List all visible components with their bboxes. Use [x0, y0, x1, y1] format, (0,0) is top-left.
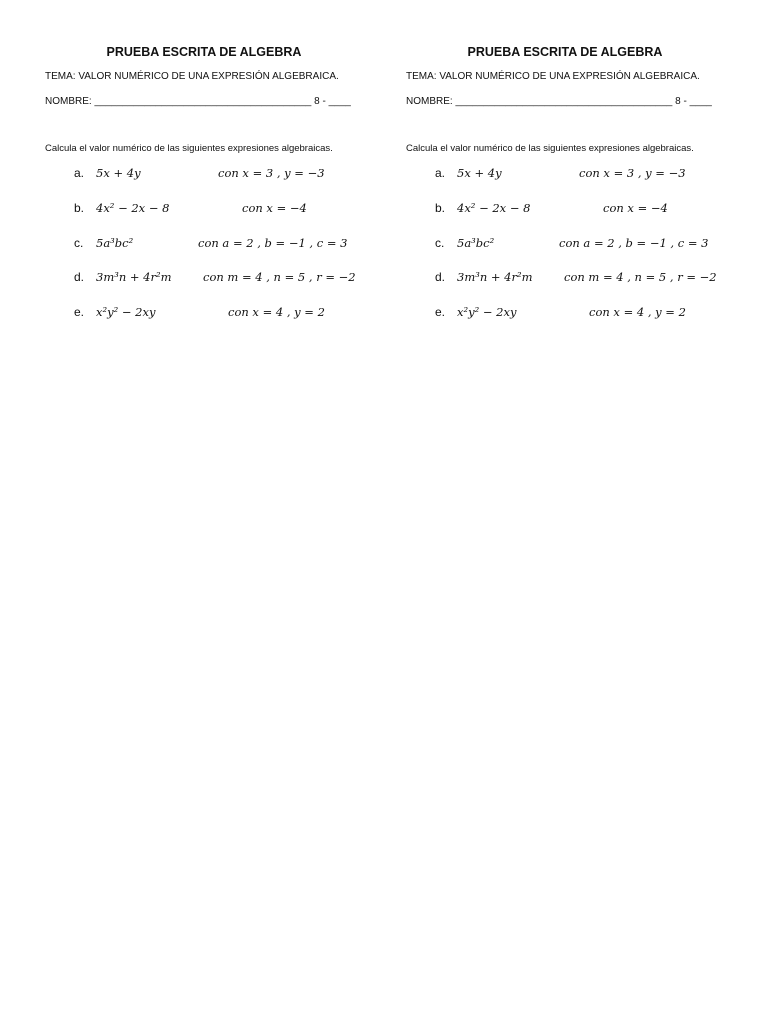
- exercise-item: [406, 236, 741, 254]
- item-expression: 5x + 4y: [96, 166, 141, 180]
- exercise-item: [45, 270, 380, 288]
- item-expression: 4x² − 2x − 8: [96, 201, 170, 215]
- name-line: NOMBRE: _______________________________________ 8 - ____: [406, 96, 712, 107]
- topic-line: TEMA: VALOR NUMÉRICO DE UNA EXPRESIÓN ALGEBRAICA.: [45, 71, 339, 82]
- item-label: d.: [435, 270, 446, 284]
- item-condition: con m = 4 , n = 5 , r = −2: [203, 270, 356, 284]
- item-condition: con x = 4 , y = 2: [589, 305, 686, 319]
- item-expression: 5x + 4y: [457, 166, 502, 180]
- item-label: a.: [435, 166, 446, 180]
- exercise-item: [45, 166, 380, 184]
- item-expression: 5a³bc²: [457, 236, 495, 250]
- item-label: b.: [435, 201, 446, 215]
- item-condition: con x = 4 , y = 2: [228, 305, 325, 319]
- name-line: NOMBRE: _______________________________________ 8 - ____: [45, 96, 351, 107]
- item-condition: con x = 3 , y = −3: [218, 166, 325, 180]
- item-expression: 4x² − 2x − 8: [457, 201, 531, 215]
- item-label: d.: [74, 270, 85, 284]
- instruction-text: Calcula el valor numérico de las siguientes expresiones algebraicas.: [406, 143, 694, 154]
- item-expression: 3m³n + 4r²m: [457, 270, 533, 284]
- item-label: e.: [435, 305, 446, 319]
- exercise-item: [406, 166, 741, 184]
- page-title: PRUEBA ESCRITA DE ALGEBRA: [467, 45, 663, 59]
- item-condition: con a = 2 , b = −1 , c = 3: [198, 236, 348, 250]
- item-label: c.: [435, 236, 445, 250]
- item-condition: con x = 3 , y = −3: [579, 166, 686, 180]
- topic-line: TEMA: VALOR NUMÉRICO DE UNA EXPRESIÓN ALGEBRAICA.: [406, 71, 700, 82]
- item-label: c.: [74, 236, 84, 250]
- page-title: PRUEBA ESCRITA DE ALGEBRA: [106, 45, 302, 59]
- item-label: b.: [74, 201, 85, 215]
- item-expression: x²y² − 2xy: [96, 305, 156, 319]
- exercise-item: [406, 201, 741, 219]
- exercise-item: [45, 236, 380, 254]
- exercise-item: [406, 270, 741, 288]
- item-condition: con x = −4: [242, 201, 307, 215]
- item-label: a.: [74, 166, 85, 180]
- exercise-item: [45, 201, 380, 219]
- exercise-item: [45, 305, 380, 323]
- item-expression: 3m³n + 4r²m: [96, 270, 172, 284]
- item-condition: con a = 2 , b = −1 , c = 3: [559, 236, 709, 250]
- item-condition: con m = 4 , n = 5 , r = −2: [564, 270, 717, 284]
- item-expression: 5a³bc²: [96, 236, 134, 250]
- item-expression: x²y² − 2xy: [457, 305, 517, 319]
- exercise-item: [406, 305, 741, 323]
- item-condition: con x = −4: [603, 201, 668, 215]
- item-label: e.: [74, 305, 85, 319]
- instruction-text: Calcula el valor numérico de las siguientes expresiones algebraicas.: [45, 143, 333, 154]
